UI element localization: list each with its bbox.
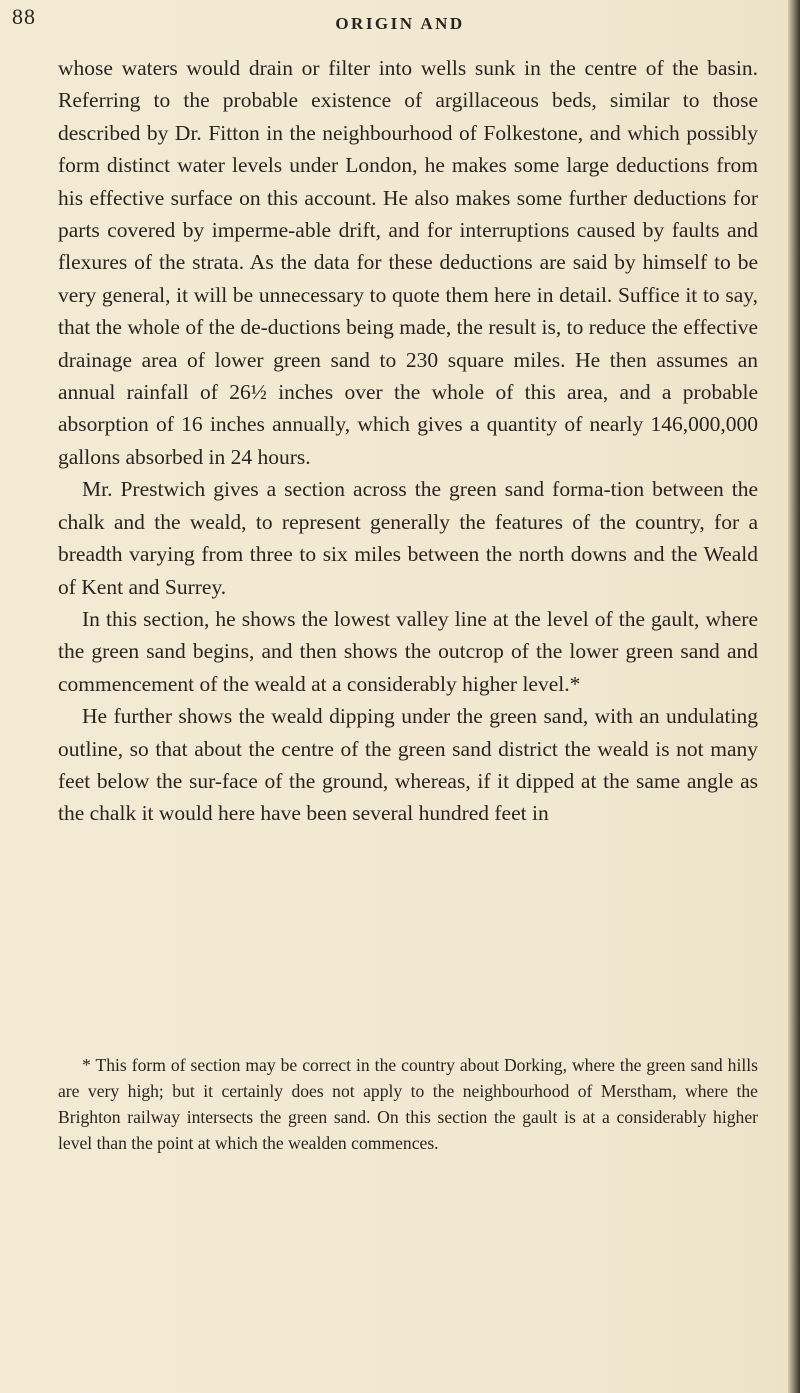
footnote: * This form of section may be correct in the country about Dorking, where the green sand hills are very high; but it certainly does not apply to the neighbourhood of Merstham, where the Brighton railway intersects the green sand. On this section the gault is at a considerably higher level than the point at which the wealden commences. [58, 1055, 758, 1153]
paragraph-prestwich-section: Mr. Prestwich gives a section across the green sand forma-tion between the chalk and the weald, to represent generally the features of the country, for a breadth varying from three to six miles between the north downs and the Weald of Kent and Surrey. [58, 477, 758, 599]
paragraph-continuation: whose waters would drain or filter into wells sunk in the centre of the basin. Referring to the probable existence of argillaceous beds, similar to those described by Dr. Fitton in the neighbourhood of Folkestone, and which possibly form distinct water levels under London, he makes some large deductions from his effective surface on this account. He also makes some further deductions for parts covered by imperme-able drift, and for interruptions caused by faults and flexures of the strata. As the data for these deductions are said by himself to be very general, it will be unnecessary to quote them here in detail. Suffice it to say, that the whole of the de-ductions being made, the result is, to reduce the effective drainage area of lower green sand to 230 square miles. He then assumes an annual rainfall of 26½ inches over the whole of this area, and a probable absorption of 16 inches annually, which gives a quantity of nearly 146,000,000 gallons absorbed in 24 hours. [58, 56, 758, 469]
page-number: 88 [12, 4, 36, 29]
page-edge-shadow [788, 0, 800, 1393]
body-text [58, 52, 758, 830]
running-head: ORIGIN AND [335, 14, 465, 33]
paragraph-valley-line: In this section, he shows the lowest valley line at the level of the gault, where the green sand begins, and then shows the outcrop of the lower green sand and commencement of the weald at a considerably higher level.* [58, 606, 758, 696]
paragraph-weald-dipping: He further shows the weald dipping under the green sand, with an undulating outline, so that about the centre of the green sand district the weald is not many feet below the sur-face of the ground, whereas, if it dipped at the same angle as the chalk it would here have been several hundred feet in [58, 704, 758, 826]
